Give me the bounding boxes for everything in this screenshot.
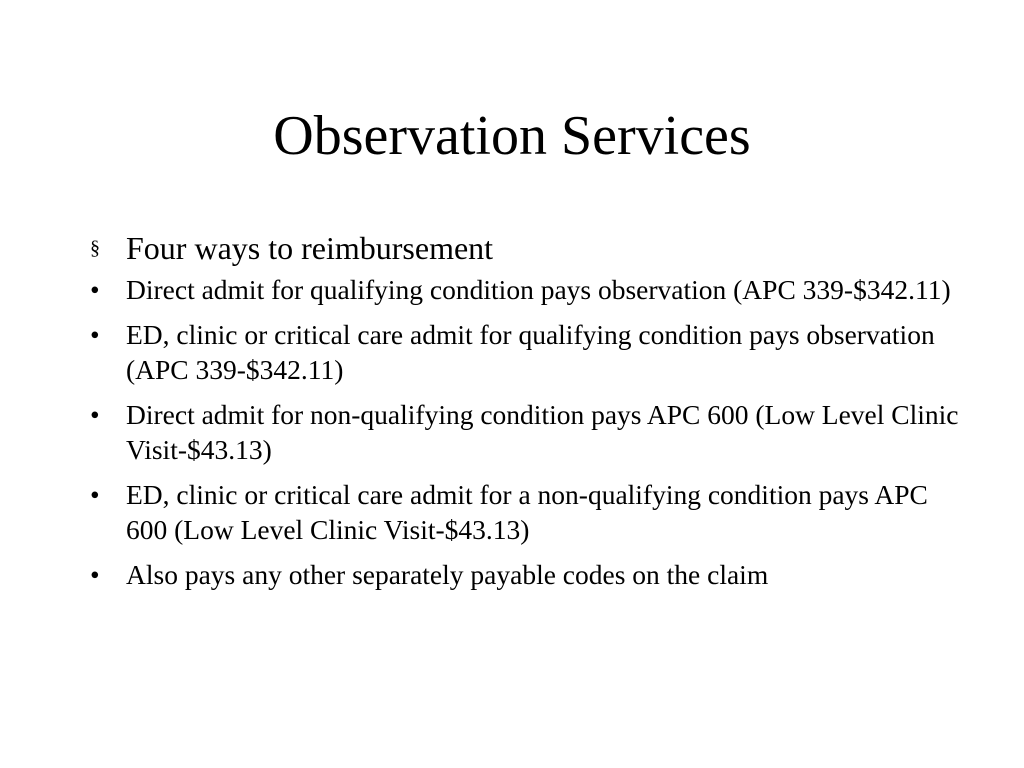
bullet-list	[88, 226, 968, 602]
list-item	[88, 397, 968, 467]
slide-title: Observation Services	[273, 105, 751, 167]
bullet-icon: •	[90, 479, 100, 510]
list-item	[88, 272, 968, 307]
list-item-text: Four ways to reimbursement	[126, 230, 494, 266]
list-item	[88, 557, 968, 592]
list-item	[88, 317, 968, 387]
list-item-text: Direct admit for qualifying condition pays observation (APC 339-$342.11)	[126, 274, 951, 305]
list-item-text: ED, clinic or critical care admit for a non-qualifying condition pays APC 600 (Low Level Clinic Visit-$43.13)	[126, 479, 928, 545]
bullet-icon: •	[90, 399, 100, 430]
list-item-text: Also pays any other separately payable codes on the claim	[126, 559, 769, 590]
bullet-icon: •	[90, 319, 100, 350]
list-item	[88, 226, 968, 270]
list-item-text: ED, clinic or critical care admit for qualifying condition pays observation (APC 339-$342.11)	[126, 319, 935, 385]
bullet-icon: •	[90, 559, 100, 590]
bullet-icon: •	[90, 274, 100, 305]
list-item	[88, 477, 968, 547]
list-item-text: Direct admit for non-qualifying condition pays APC 600 (Low Level Clinic Visit-$43.13)	[126, 399, 959, 465]
square-bullet-icon: §	[90, 237, 100, 259]
